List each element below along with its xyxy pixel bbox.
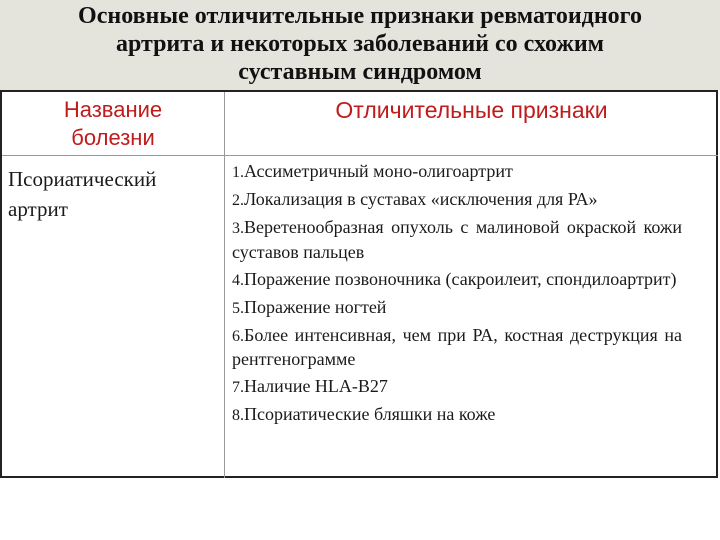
features-list — [232, 160, 682, 431]
feature-number: 4. — [232, 271, 244, 289]
feature-item — [232, 268, 682, 293]
disease-name-line-1: Псориатический — [8, 167, 157, 191]
slide-title-line-3: суставным синдромом — [238, 59, 482, 85]
feature-item — [232, 188, 682, 213]
feature-text: Веретенообразная опухоль с малиновой окраской кожи суставов пальцев — [232, 217, 682, 262]
disease-name-cell — [8, 164, 218, 224]
header-disease-name — [2, 96, 224, 152]
feature-text: Ассиметричный моно-олигоартрит — [244, 161, 513, 181]
feature-item — [232, 324, 682, 372]
header-disease-name-line-2: болезни — [71, 125, 155, 150]
feature-number: 7. — [232, 379, 244, 396]
disease-name-line-2: артрит — [8, 197, 68, 221]
feature-item — [232, 160, 682, 185]
feature-text: Наличие HLA-B27 — [244, 376, 388, 396]
feature-text: Поражение позвоночника (сакроилеит, спондилоартрит) — [244, 268, 677, 289]
column-divider — [224, 92, 225, 478]
header-distinctive-features: Отличительные признаки — [335, 97, 608, 123]
feature-number: 3. — [232, 220, 244, 237]
feature-text: Поражение ногтей — [244, 296, 387, 317]
feature-text: Псориатические бляшки на коже — [244, 404, 496, 424]
feature-item — [232, 403, 682, 428]
feature-number: 8. — [232, 407, 244, 424]
feature-item — [232, 375, 682, 400]
feature-number: 6. — [232, 327, 244, 345]
slide-title-line-2: артрита и некоторых заболеваний со схожим — [115, 31, 605, 57]
slide-title-line-1: Основные отличительные признаки ревматоидного — [78, 3, 642, 29]
feature-item — [232, 216, 682, 264]
feature-number: 5. — [232, 299, 244, 317]
comparison-table — [0, 90, 718, 478]
feature-number: 1. — [232, 164, 244, 181]
feature-text: Локализация в суставах «исключения для РА» — [244, 189, 598, 209]
header-disease-name-line-1: Название — [63, 97, 163, 122]
feature-item — [232, 296, 682, 321]
feature-number: 2. — [232, 192, 244, 209]
feature-text: Более интенсивная, чем при РА, костная деструкция на рентгенограмме — [232, 324, 682, 369]
slide-title — [0, 2, 720, 86]
table-header-row — [2, 92, 718, 156]
